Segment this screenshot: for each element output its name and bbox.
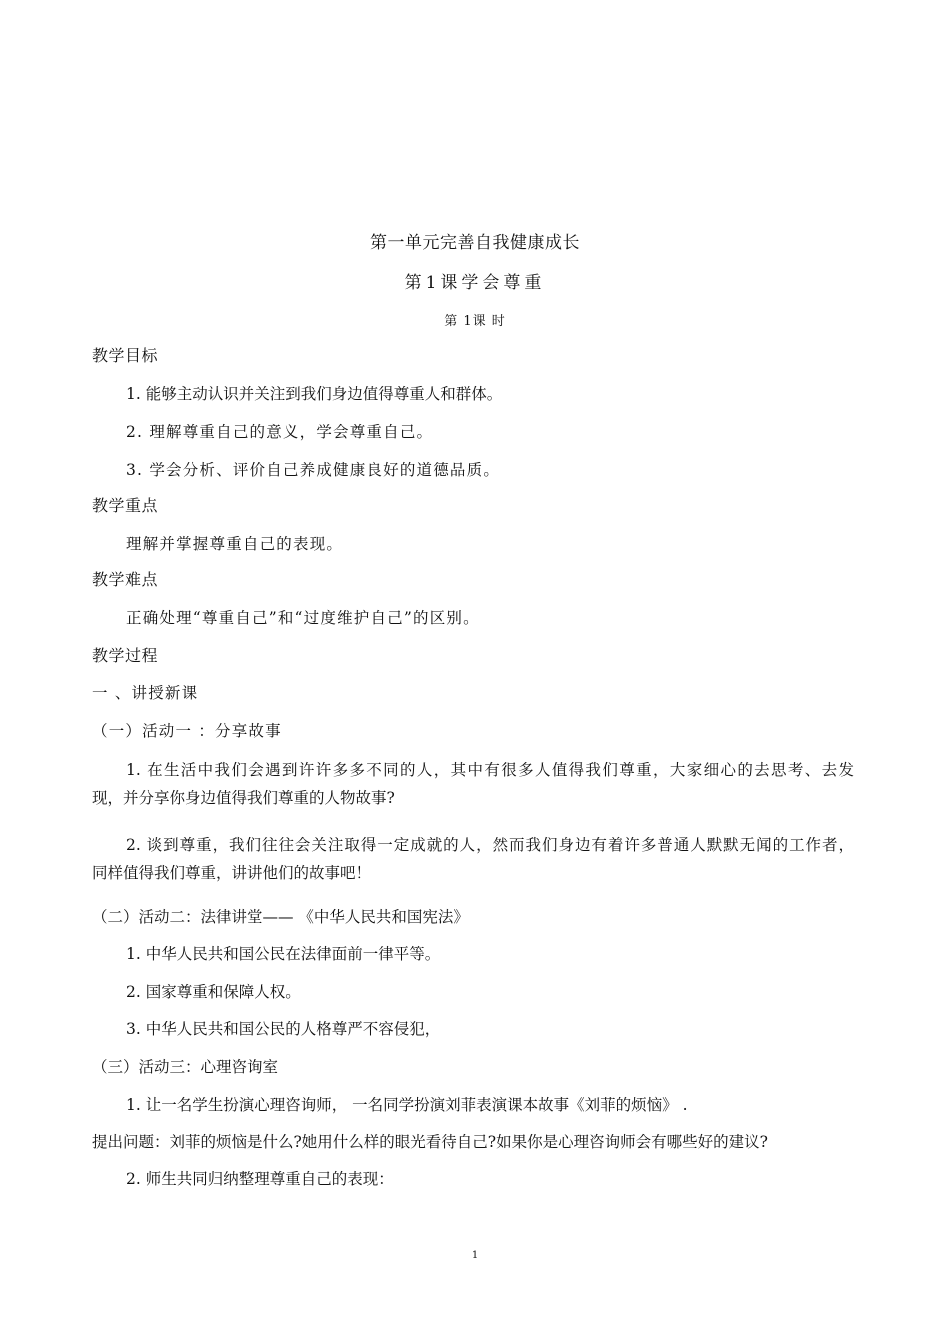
unit-title: 第一单元完善自我健康成长	[370, 233, 580, 253]
objective-item: 3. 学会分析、评价自己养成健康良好的道德品质。	[126, 461, 501, 479]
key-points-heading: 教学重点	[92, 496, 159, 515]
lesson-title: 第1课学会尊重	[404, 273, 546, 293]
objectives-heading: 教学目标	[92, 346, 159, 365]
activity1-paragraph1-line2: 现，并分享你身边值得我们尊重的人物故事?	[92, 789, 395, 807]
activity3-question: 提出问题：刘菲的烦恼是什么?她用什么样的眼光看待自己?如果你是心理咨询师会有哪些好的建议?	[92, 1133, 768, 1151]
objective-item: 2. 理解尊重自己的意义，学会尊重自己。	[126, 423, 434, 441]
activity2-item: 1. 中华人民共和国公民在法律面前一律平等。	[126, 945, 441, 963]
activity1-paragraph2-line2: 同样值得我们尊重，讲讲他们的故事吧！	[92, 864, 372, 882]
activity2-title: （二）活动二：法律讲堂—— 《中华人民共和国宪法》	[92, 908, 469, 926]
activity1-paragraph1-line1: 1. 在生活中我们会遇到许许多多不同的人，其中有很多人值得我们尊重，大家细心的去思考、去发	[126, 761, 855, 779]
activity3-title: （三）活动三：心理咨询室	[92, 1058, 279, 1076]
objective-item: 1. 能够主动认识并关注到我们身边值得尊重人和群体。	[126, 385, 503, 403]
difficulties-heading: 教学难点	[92, 570, 159, 589]
activity3-item: 1. 让一名学生扮演心理咨询师， 一名同学扮演刘菲表演课本故事《刘菲的烦恼》 .	[126, 1096, 688, 1114]
key-points-text: 理解并掌握尊重自己的表现。	[126, 535, 344, 553]
page-number: 1	[471, 1250, 479, 1261]
activity2-item: 2. 国家尊重和保障人权。	[126, 983, 301, 1001]
activity3-item: 2. 师生共同归纳整理尊重自己的表现：	[126, 1170, 394, 1188]
difficulties-text: 正确处理“尊重自己”和“过度维护自己”的区别。	[126, 609, 480, 627]
class-period: 第 1课 时	[444, 314, 506, 329]
section-title: 一 、讲授新课	[92, 684, 199, 702]
process-heading: 教学过程	[92, 646, 159, 665]
activity1-title: （一）活动一 ：分享故事	[92, 722, 282, 740]
activity2-item: 3. 中华人民共和国公民的人格尊严不容侵犯，	[126, 1020, 441, 1038]
activity1-paragraph2-line1: 2. 谈到尊重，我们往往会关注取得一定成就的人，然而我们身边有着许多普通人默默无闻的工作者，	[126, 836, 854, 854]
